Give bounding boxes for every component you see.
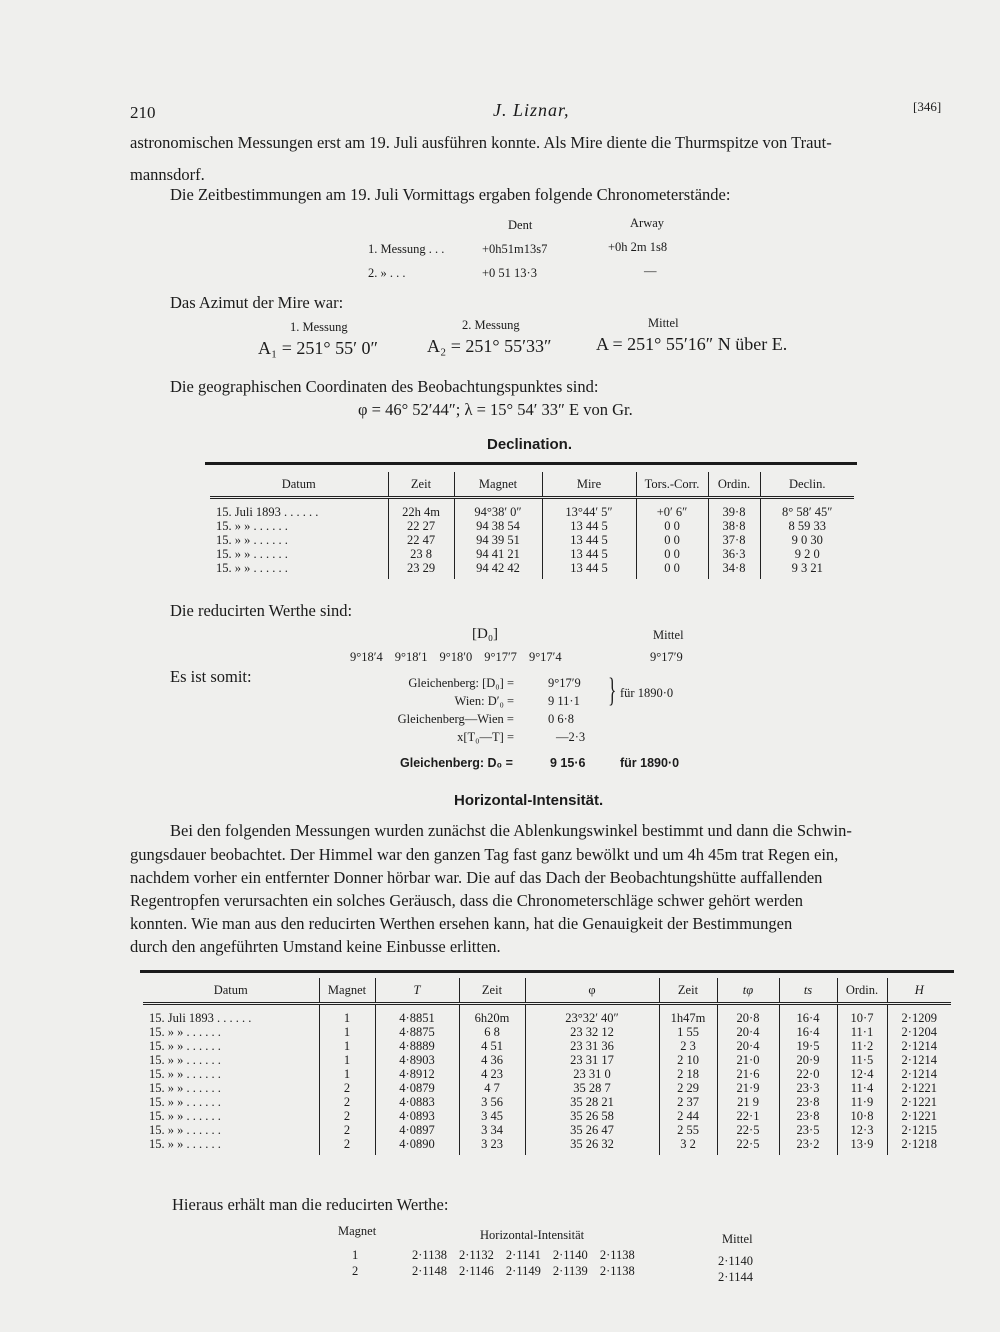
table-cell: 4·8851 bbox=[375, 1004, 459, 1026]
horizontal-header-h: H bbox=[887, 978, 951, 1004]
table-cell: 9 2 0 bbox=[760, 547, 854, 561]
horizontal-paragraph-line-6: durch den angeführten Umstand keine Einbusse erlitten. bbox=[130, 937, 501, 956]
table-row bbox=[143, 1067, 951, 1081]
table-cell: 4 23 bbox=[459, 1067, 525, 1081]
table-cell: 2·1218 bbox=[887, 1137, 951, 1155]
horizontal-header-t-s: ts bbox=[779, 978, 837, 1004]
table-cell: 15. Juli 1893 . . . . . . bbox=[149, 1011, 252, 1025]
table-cell: 34·8 bbox=[708, 561, 760, 579]
final-row-2-magnet: 2 bbox=[352, 1264, 359, 1278]
table-cell: 13 44 5 bbox=[542, 561, 636, 579]
table-cell: 21 9 bbox=[717, 1095, 779, 1109]
table-cell: 15. » » . . . . . . bbox=[216, 561, 288, 575]
horizontal-paragraph-line-2: gungsdauer beobachtet. Der Himmel war den ganzen Tag fast ganz bewölkt und um 4h 45m trat Regen ein, bbox=[130, 845, 839, 864]
table-cell: 4·0890 bbox=[375, 1137, 459, 1155]
azimut-value-2: A₂ = 251° 55′33″ bbox=[427, 336, 552, 356]
somit-value-4: —2·3 bbox=[556, 730, 586, 744]
table-cell: 6h20m bbox=[459, 1004, 525, 1026]
table-row bbox=[210, 533, 854, 547]
table-cell: 11·5 bbox=[837, 1053, 887, 1067]
table-cell: 20·8 bbox=[717, 1004, 779, 1026]
table-cell: 2 bbox=[319, 1081, 375, 1095]
horizontal-top-rule bbox=[140, 970, 954, 973]
table-cell: 23 8 bbox=[388, 547, 454, 561]
table-cell: 4 7 bbox=[459, 1081, 525, 1095]
table-cell: 1 55 bbox=[659, 1025, 717, 1039]
final-row-1-values bbox=[412, 1248, 647, 1263]
bracket-page-number: [346] bbox=[913, 99, 942, 114]
azimut-value-3: A = 251° 55′16″ N über E. bbox=[596, 334, 788, 354]
table-cell: 2 55 bbox=[659, 1123, 717, 1137]
table-cell: 4·8889 bbox=[375, 1039, 459, 1053]
table-cell: 8 59 33 bbox=[760, 519, 854, 533]
coords-formula: φ = 46° 52′44″; λ = 15° 54′ 33″ E von Gr. bbox=[358, 400, 633, 419]
declination-top-rule bbox=[205, 462, 857, 465]
table-cell: 23 31 0 bbox=[525, 1067, 659, 1081]
table-cell: 4·0893 bbox=[375, 1109, 459, 1123]
table-cell: 36·3 bbox=[708, 547, 760, 561]
horizontal-header-magnet: Magnet bbox=[319, 978, 375, 1004]
table-cell: 22·5 bbox=[717, 1123, 779, 1137]
table-cell: 3 56 bbox=[459, 1095, 525, 1109]
reduced-value: 9°18′0 bbox=[439, 650, 473, 664]
table-cell: 2 44 bbox=[659, 1109, 717, 1123]
table-cell: 1 bbox=[319, 1067, 375, 1081]
running-head-author: J. Liznar, bbox=[493, 100, 570, 120]
table-row bbox=[210, 519, 854, 533]
azimut-col-3: Mittel bbox=[648, 316, 679, 330]
table-cell: 19·5 bbox=[779, 1039, 837, 1053]
somit-label-4: x[T₀—T] = bbox=[457, 730, 514, 744]
table-cell: 2 bbox=[319, 1137, 375, 1155]
somit-value-2: 9 11·1 bbox=[548, 694, 580, 708]
table-cell: 1 bbox=[319, 1039, 375, 1053]
somit-brace: } bbox=[608, 672, 617, 709]
table-cell: 37·8 bbox=[708, 533, 760, 547]
final-value: 2·1146 bbox=[458, 1264, 494, 1278]
table-row bbox=[143, 1081, 951, 1095]
table-cell: 15. » » . . . . . . bbox=[149, 1039, 221, 1053]
table-cell: 2·1221 bbox=[887, 1095, 951, 1109]
table-cell: 23·3 bbox=[779, 1081, 837, 1095]
final-value: 2·1138 bbox=[599, 1248, 635, 1262]
table-cell: 22h 4m bbox=[388, 498, 454, 520]
final-row-2-mittel: 2·1144 bbox=[718, 1270, 753, 1284]
table-cell: 2 bbox=[319, 1109, 375, 1123]
azimut-col-1: 1. Messung bbox=[290, 320, 348, 334]
table-row bbox=[210, 498, 854, 520]
table-cell: 35 28 21 bbox=[525, 1095, 659, 1109]
table-cell: 2 bbox=[319, 1095, 375, 1109]
declination-header-datum: Datum bbox=[210, 472, 388, 498]
horizontal-header-zeit-2: Zeit bbox=[659, 978, 717, 1004]
somit-result-label: Gleichenberg: D₀ = bbox=[400, 756, 513, 770]
table-cell: 94 39 51 bbox=[454, 533, 542, 547]
reduced-heading: Die reducirten Werthe sind: bbox=[170, 601, 353, 620]
table-cell: 22·0 bbox=[779, 1067, 837, 1081]
intro-line-2: mannsdorf. bbox=[130, 165, 205, 184]
declination-header-ordin: Ordin. bbox=[708, 472, 760, 498]
table-cell: 94°38′ 0″ bbox=[454, 498, 542, 520]
final-col-mittel: Mittel bbox=[722, 1232, 753, 1246]
somit-label-1: Gleichenberg: [D₀] = bbox=[408, 676, 514, 690]
table-cell: 23·5 bbox=[779, 1123, 837, 1137]
intro-line-1: astronomischen Messungen erst am 19. Juli ausführen konnte. Als Mire diente die Thurmspitze von Traut- bbox=[130, 133, 832, 152]
chrono-col-arway: Arway bbox=[630, 216, 665, 230]
table-cell: 15. » » . . . . . . bbox=[149, 1081, 221, 1095]
coords-line: Die geographischen Coordinaten des Beobachtungspunktes sind: bbox=[170, 377, 599, 396]
table-cell: 20·4 bbox=[717, 1039, 779, 1053]
table-cell: 0 0 bbox=[636, 533, 708, 547]
horizontal-header-t-phi: tφ bbox=[717, 978, 779, 1004]
somit-value-1: 9°17′9 bbox=[548, 676, 581, 690]
final-heading: Hieraus erhält man die reducirten Werthe: bbox=[172, 1195, 449, 1214]
table-cell: 94 38 54 bbox=[454, 519, 542, 533]
table-cell: 6 8 bbox=[459, 1025, 525, 1039]
horizontal-title: Horizontal-Intensität. bbox=[454, 792, 604, 809]
table-cell: 9 0 30 bbox=[760, 533, 854, 547]
chrono-row-2-arway: — bbox=[644, 264, 657, 278]
table-cell: 21·6 bbox=[717, 1067, 779, 1081]
horizontal-paragraph-line-1: Bei den folgenden Messungen wurden zunächst die Ablenkungswinkel bestimmt und dann die Schwin- bbox=[170, 821, 852, 840]
somit-label-2: Wien: D′₀ = bbox=[454, 694, 514, 708]
reduced-value: 9°17′7 bbox=[484, 650, 517, 664]
declination-header-zeit: Zeit bbox=[388, 472, 454, 498]
table-cell: 20·4 bbox=[717, 1025, 779, 1039]
somit-heading: Es ist somit: bbox=[170, 667, 252, 686]
final-value: 2·1140 bbox=[552, 1248, 588, 1262]
horizontal-header-zeit: Zeit bbox=[459, 978, 525, 1004]
reduced-value: 9°18′1 bbox=[394, 650, 428, 664]
table-cell: 35 26 47 bbox=[525, 1123, 659, 1137]
azimut-col-2: 2. Messung bbox=[462, 318, 520, 332]
table-cell: 4·0897 bbox=[375, 1123, 459, 1137]
final-value: 2·1148 bbox=[412, 1264, 447, 1278]
final-value: 2·1132 bbox=[458, 1248, 494, 1262]
table-cell: 0 0 bbox=[636, 561, 708, 579]
table-row bbox=[143, 1095, 951, 1109]
somit-value-3: 0 6·8 bbox=[548, 712, 575, 726]
table-cell: 21·0 bbox=[717, 1053, 779, 1067]
intro-line-3: Die Zeitbestimmungen am 19. Juli Vormittags ergaben folgende Chronometerstände: bbox=[170, 185, 731, 204]
table-cell: 2 3 bbox=[659, 1039, 717, 1053]
table-cell: 8° 58′ 45″ bbox=[760, 498, 854, 520]
table-cell: 12·4 bbox=[837, 1067, 887, 1081]
table-cell: 35 26 58 bbox=[525, 1109, 659, 1123]
table-cell: 1 bbox=[319, 1025, 375, 1039]
horizontal-header-t: T bbox=[375, 978, 459, 1004]
declination-header-mire: Mire bbox=[542, 472, 636, 498]
declination-header-tors-corr: Tors.-Corr. bbox=[636, 472, 708, 498]
table-cell: 9 3 21 bbox=[760, 561, 854, 579]
horizontal-paragraph-line-3: nachdem vorher ein entfernter Donner hörbar war. Die auf das Dach der Beobachtungshütte auffallenden bbox=[130, 868, 823, 887]
chrono-row-1-arway: +0h 2m 1s8 bbox=[608, 240, 668, 254]
table-cell: 1h47m bbox=[659, 1004, 717, 1026]
table-cell: 1 bbox=[319, 1053, 375, 1067]
table-cell: 23 31 17 bbox=[525, 1053, 659, 1067]
somit-result-value: 9 15·6 bbox=[550, 756, 586, 770]
reduced-d0-label: [D₀] bbox=[472, 626, 499, 642]
table-cell: 15. » » . . . . . . bbox=[216, 519, 288, 533]
reduced-values bbox=[350, 650, 574, 665]
final-value: 2·1141 bbox=[505, 1248, 541, 1262]
table-cell: 4·8875 bbox=[375, 1025, 459, 1039]
final-row-2-values bbox=[412, 1264, 647, 1279]
final-value: 2·1139 bbox=[552, 1264, 588, 1278]
declination-table bbox=[210, 472, 854, 579]
table-cell: 2·1221 bbox=[887, 1109, 951, 1123]
table-cell: 21·9 bbox=[717, 1081, 779, 1095]
azimut-heading: Das Azimut der Mire war: bbox=[170, 293, 344, 312]
table-cell: 22·5 bbox=[717, 1137, 779, 1155]
table-cell: 4·8903 bbox=[375, 1053, 459, 1067]
table-cell: 15. Juli 1893 . . . . . . bbox=[216, 505, 319, 519]
table-cell: 13 44 5 bbox=[542, 533, 636, 547]
final-value: 2·1149 bbox=[505, 1264, 541, 1278]
table-row bbox=[143, 1123, 951, 1137]
table-cell: 11·9 bbox=[837, 1095, 887, 1109]
table-cell: 1 bbox=[319, 1004, 375, 1026]
table-cell: 15. » » . . . . . . bbox=[149, 1067, 221, 1081]
table-cell: 15. » » . . . . . . bbox=[216, 547, 288, 561]
table-cell: 12·3 bbox=[837, 1123, 887, 1137]
table-cell: 13°44′ 5″ bbox=[542, 498, 636, 520]
table-cell: 16·4 bbox=[779, 1004, 837, 1026]
table-cell: 22·1 bbox=[717, 1109, 779, 1123]
horizontal-table bbox=[143, 978, 951, 1155]
table-cell: 3 34 bbox=[459, 1123, 525, 1137]
table-cell: 2·1215 bbox=[887, 1123, 951, 1137]
final-row-1-magnet: 1 bbox=[352, 1248, 359, 1262]
table-cell: 15. » » . . . . . . bbox=[149, 1137, 221, 1151]
table-cell: 11·2 bbox=[837, 1039, 887, 1053]
chrono-row-2-label: 2. » . . . bbox=[368, 266, 406, 280]
table-row bbox=[143, 1039, 951, 1053]
table-cell: 35 28 7 bbox=[525, 1081, 659, 1095]
table-row bbox=[143, 1025, 951, 1039]
horizontal-header-datum: Datum bbox=[143, 978, 319, 1004]
table-cell: 2·1204 bbox=[887, 1025, 951, 1039]
declination-title: Declination. bbox=[487, 436, 573, 453]
table-cell: 35 26 32 bbox=[525, 1137, 659, 1155]
declination-header-magnet: Magnet bbox=[454, 472, 542, 498]
table-cell: 2 18 bbox=[659, 1067, 717, 1081]
table-cell: 0 0 bbox=[636, 519, 708, 533]
table-cell: 23·8 bbox=[779, 1109, 837, 1123]
table-cell: 2 29 bbox=[659, 1081, 717, 1095]
table-cell: 4·0883 bbox=[375, 1095, 459, 1109]
table-cell: 15. » » . . . . . . bbox=[149, 1095, 221, 1109]
table-cell: 23 31 36 bbox=[525, 1039, 659, 1053]
table-cell: 15. » » . . . . . . bbox=[149, 1025, 221, 1039]
table-cell: 10·7 bbox=[837, 1004, 887, 1026]
table-cell: 22 47 bbox=[388, 533, 454, 547]
final-value: 2·1138 bbox=[599, 1264, 635, 1278]
declination-header-declin: Declin. bbox=[760, 472, 854, 498]
table-cell: 23 29 bbox=[388, 561, 454, 579]
horizontal-paragraph-line-5: konnten. Wie man aus den reducirten Werthen ersehen kann, hat die Genauigkeit der Bestimmungen bbox=[130, 914, 793, 933]
table-row bbox=[143, 1004, 951, 1026]
table-cell: 15. » » . . . . . . bbox=[216, 533, 288, 547]
table-cell: 4 36 bbox=[459, 1053, 525, 1067]
table-cell: 94 41 21 bbox=[454, 547, 542, 561]
table-cell: 23°32′ 40″ bbox=[525, 1004, 659, 1026]
somit-result-fuer: für 1890·0 bbox=[620, 756, 680, 770]
chrono-col-dent: Dent bbox=[508, 218, 533, 232]
table-cell: 15. » » . . . . . . bbox=[149, 1109, 221, 1123]
table-row bbox=[210, 547, 854, 561]
table-cell: 13 44 5 bbox=[542, 519, 636, 533]
table-cell: 23 32 12 bbox=[525, 1025, 659, 1039]
table-cell: 2·1214 bbox=[887, 1053, 951, 1067]
somit-label-3: Gleichenberg—Wien = bbox=[397, 712, 514, 726]
table-cell: 2·1221 bbox=[887, 1081, 951, 1095]
table-cell: 2·1209 bbox=[887, 1004, 951, 1026]
table-cell: 2 bbox=[319, 1123, 375, 1137]
table-cell: 23·2 bbox=[779, 1137, 837, 1155]
final-col-horizontal-intensitaet: Horizontal-Intensität bbox=[480, 1228, 585, 1242]
table-cell: 94 42 42 bbox=[454, 561, 542, 579]
table-cell: 13 44 5 bbox=[542, 547, 636, 561]
chrono-row-1-dent: +0h51m13s7 bbox=[482, 242, 548, 256]
table-cell: 22 27 bbox=[388, 519, 454, 533]
table-cell: 11·4 bbox=[837, 1081, 887, 1095]
table-cell: 4·8912 bbox=[375, 1067, 459, 1081]
table-cell: 11·1 bbox=[837, 1025, 887, 1039]
table-cell: 20·9 bbox=[779, 1053, 837, 1067]
azimut-value-1: A₁ = 251° 55′ 0″ bbox=[258, 338, 379, 358]
table-cell: 0 0 bbox=[636, 547, 708, 561]
table-cell: 39·8 bbox=[708, 498, 760, 520]
table-cell: 4·0879 bbox=[375, 1081, 459, 1095]
table-cell: 16·4 bbox=[779, 1025, 837, 1039]
horizontal-paragraph-line-4: Regentropfen verursachten ein solches Geräusch, dass die Chronometerschläge schwer gehört werden bbox=[130, 891, 804, 910]
reduced-mittel-value: 9°17′9 bbox=[650, 650, 683, 664]
table-cell: +0′ 6″ bbox=[636, 498, 708, 520]
final-row-1-mittel: 2·1140 bbox=[718, 1254, 753, 1268]
table-row bbox=[143, 1053, 951, 1067]
reduced-mittel-label: Mittel bbox=[653, 628, 684, 642]
table-cell: 4 51 bbox=[459, 1039, 525, 1053]
reduced-value: 9°18′4 bbox=[350, 650, 383, 664]
horizontal-header-ordin: Ordin. bbox=[837, 978, 887, 1004]
final-col-magnet: Magnet bbox=[338, 1224, 377, 1238]
horizontal-header-phi: φ bbox=[525, 978, 659, 1004]
table-cell: 15. » » . . . . . . bbox=[149, 1053, 221, 1067]
table-cell: 3 23 bbox=[459, 1137, 525, 1155]
table-cell: 13·9 bbox=[837, 1137, 887, 1155]
table-row bbox=[210, 561, 854, 579]
table-cell: 2·1214 bbox=[887, 1039, 951, 1053]
table-row bbox=[143, 1137, 951, 1155]
table-cell: 3 2 bbox=[659, 1137, 717, 1155]
table-row bbox=[143, 1109, 951, 1123]
chrono-row-1-label: 1. Messung . . . bbox=[368, 242, 445, 256]
table-cell: 15. » » . . . . . . bbox=[149, 1123, 221, 1137]
page-number: 210 bbox=[130, 103, 156, 122]
somit-fuer: für 1890·0 bbox=[620, 686, 674, 700]
table-cell: 2·1214 bbox=[887, 1067, 951, 1081]
final-value: 2·1138 bbox=[412, 1248, 447, 1262]
chrono-row-2-dent: +0 51 13·3 bbox=[482, 266, 537, 280]
table-cell: 3 45 bbox=[459, 1109, 525, 1123]
reduced-value: 9°17′4 bbox=[528, 650, 562, 664]
table-cell: 2 37 bbox=[659, 1095, 717, 1109]
table-cell: 38·8 bbox=[708, 519, 760, 533]
table-cell: 10·8 bbox=[837, 1109, 887, 1123]
table-cell: 23·8 bbox=[779, 1095, 837, 1109]
table-cell: 2 10 bbox=[659, 1053, 717, 1067]
